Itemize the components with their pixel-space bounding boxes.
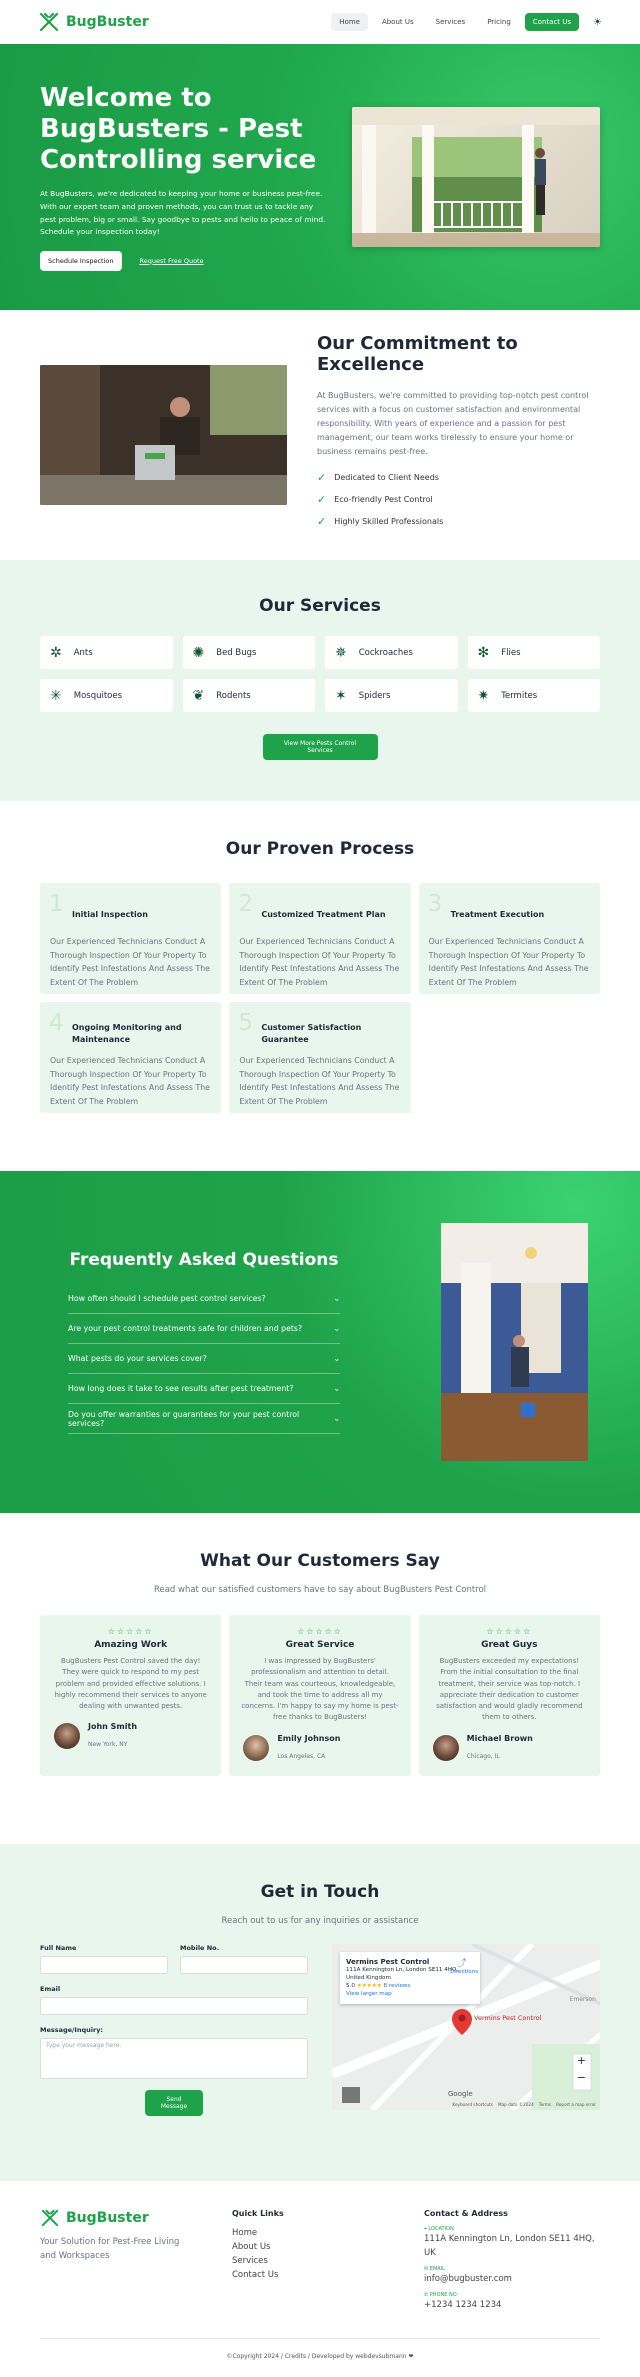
service-label: Flies (501, 647, 521, 658)
testimonial-text: BugBusters Pest Control saved the day! They were quick to respond to my pest problem and provided effective solutions. I highly recommend their services to anyone dealing with unwanted pests. (54, 1657, 207, 1711)
faq-question: How long does it take to see results after pest treatment? (68, 1384, 294, 1393)
avatar (433, 1735, 459, 1761)
service-label: Mosquitoes (73, 690, 123, 701)
process-title: Our Proven Process (225, 839, 415, 859)
full-name-input[interactable] (40, 1956, 168, 1974)
customer-name: Michael Brown (466, 1733, 533, 1743)
zoom-in-icon[interactable]: + (576, 2054, 586, 2067)
step-title: Treatment Execution (450, 910, 545, 919)
theme-toggle-icon[interactable]: ☀ (593, 16, 602, 28)
footer-brand[interactable] (40, 2209, 232, 2227)
commitment-title: Our Commitment to Excellence (317, 333, 518, 375)
top-navbar (0, 0, 640, 44)
faq-item[interactable] (68, 1344, 340, 1374)
faq-section (0, 1171, 640, 1513)
view-more-services-button[interactable]: View More Pests Control Services (263, 734, 378, 760)
quick-links-title: Quick Links (232, 2209, 284, 2218)
faq-question: Do you offer warranties or guarantees for your pest control services? (68, 1409, 300, 1428)
faq-question: How often should I schedule pest control services? (68, 1294, 266, 1303)
mobile-label: Mobile No. (180, 1944, 220, 1952)
map-footer-item[interactable]: Report a map error (556, 2102, 596, 2107)
avatar (54, 1723, 80, 1749)
view-larger-map-link[interactable]: View larger map (346, 1991, 392, 1997)
testimonial-title: Great Service (285, 1640, 355, 1650)
main-menu (331, 13, 602, 31)
fly-icon: ✻ (477, 644, 490, 661)
nav-services[interactable]: Services (435, 18, 466, 26)
copyright: ©Copyright 2024 / Credits / Developed by webdevsubmann ❤ (40, 2338, 600, 2360)
step-title: Initial Inspection (72, 910, 148, 919)
step-title: Ongoing Monitoring and Maintenance (72, 1023, 182, 1044)
location-label: LOCATION (428, 2226, 454, 2232)
process-step-card (40, 883, 221, 994)
service-label: Spiders (358, 690, 391, 701)
step-number: 3 (427, 891, 443, 917)
zoom-out-icon[interactable]: − (576, 2071, 586, 2084)
contact-title: Get in Touch (260, 1882, 380, 1902)
hero-section (0, 44, 640, 310)
email-label: Email (40, 1985, 61, 1993)
mobile-input[interactable] (180, 1956, 308, 1974)
map-footer-item: Map data ©2024 (497, 2102, 534, 2107)
contact-form (40, 1944, 308, 2116)
nav-about[interactable]: About Us (381, 18, 414, 26)
faq-item[interactable] (68, 1404, 340, 1434)
service-label: Rodents (216, 690, 251, 701)
process-step-card (419, 883, 600, 994)
termite-icon: ✷ (477, 687, 490, 704)
step-text: Our Experienced Technicians Conduct A Thorough Inspection Of Your Property To Identify Pest Infestations And Assess The Extent Of The Problem (239, 937, 400, 988)
process-section (0, 801, 640, 1171)
nav-home[interactable]: Home (331, 13, 368, 31)
service-card-mosquitoes[interactable] (40, 679, 173, 712)
testimonial-card (419, 1615, 600, 1776)
faq-image (441, 1223, 588, 1461)
brand-logo[interactable] (38, 12, 149, 32)
map-address: 111A Kennington Ln, London SE11 4HQ, United Kingdom (346, 1967, 459, 1981)
spider-icon: ✶ (335, 687, 347, 704)
service-card-spiders[interactable] (325, 679, 458, 712)
footer-email[interactable]: info@bugbuster.com (424, 2274, 512, 2284)
map-footer-item[interactable]: Terms (538, 2102, 552, 2107)
bug-logo-icon (38, 12, 60, 32)
step-text: Our Experienced Technicians Conduct A Thorough Inspection Of Your Property To Identify Pest Infestations And Assess The Extent Of The Problem (428, 937, 589, 988)
directions-label: Directions (450, 1969, 479, 1975)
hero-text: At BugBusters, we're dedicated to keeping your home or business pest-free. With our expert team and proven methods, you can trust us to tackle any pest problem, big or small. Say goodbye to pests and hello to peace of mind. Schedule your inspection today! (40, 189, 326, 237)
map-footer-item[interactable]: Keyboard shortcuts (452, 2102, 493, 2107)
full-name-label: Full Name (40, 1944, 77, 1952)
check-circle-icon: ✓ (317, 471, 327, 484)
faq-item[interactable] (68, 1374, 340, 1404)
technician-image (40, 365, 287, 505)
contact-us-button[interactable]: Contact Us (525, 13, 579, 31)
hero-image (352, 107, 600, 247)
footer-brand-name: BugBuster (66, 2210, 149, 2226)
commitment-item (317, 493, 600, 506)
hero-title: Welcome to BugBusters - Pest Controlling service (40, 83, 317, 176)
map-directions[interactable] (450, 1959, 479, 1976)
avatar (243, 1735, 269, 1761)
chevron-down-icon: ⌄ (333, 1324, 340, 1333)
rodent-icon: ❦ (192, 687, 205, 704)
service-card-flies[interactable] (468, 636, 601, 669)
phone-icon: ✆ (424, 2292, 429, 2298)
footer-link-contact[interactable]: Contact Us (232, 2270, 279, 2280)
map-pin-label: Vermins Pest Control (474, 2014, 542, 2022)
testimonial-text: I was impressed by BugBusters' professionalism and attention to detail. Their team was courteous, knowledgeable, and took the time to address all my concerns. I'm happy to say my home is pest-free thanks to BugBusters! (241, 1657, 399, 1722)
testimonial-card (229, 1615, 410, 1776)
star-rating-icon: ☆☆☆☆☆ (486, 1627, 533, 1636)
ant-icon: ✲ (50, 644, 62, 661)
step-text: Our Experienced Technicians Conduct A Thorough Inspection Of Your Property To Identify Pest Infestations And Assess The Extent Of The Problem (239, 1056, 400, 1107)
map-info-card (340, 1952, 480, 2004)
customer-name: Emily Johnson (277, 1733, 341, 1743)
service-label: Bed Bugs (216, 647, 257, 658)
step-number: 1 (49, 891, 64, 917)
chevron-down-icon: ⌄ (333, 1354, 340, 1363)
chevron-down-icon: ⌄ (333, 1294, 340, 1303)
email-input[interactable] (40, 1997, 308, 2015)
customer-name: John Smith (88, 1722, 138, 1732)
testimonials-section (0, 1513, 640, 1844)
request-quote-link[interactable]: Request Free Quote (139, 256, 204, 265)
footer-tagline: Your Solution for Pest-Free Living and Workspaces (40, 2237, 180, 2261)
step-title: Customized Treatment Plan (261, 910, 386, 919)
mail-icon: ✉ (424, 2266, 429, 2272)
testimonial-title: Amazing Work (94, 1640, 168, 1650)
brand-name: BugBuster (66, 14, 149, 30)
bed-bug-icon: ✺ (192, 644, 205, 661)
commitment-item-label: Dedicated to Client Needs (334, 473, 439, 482)
services-title: Our Services (259, 596, 381, 616)
footer-location: 111A Kennington Ln, London SE11 4HQ, UK (424, 2234, 595, 2258)
map-footer (452, 2102, 596, 2107)
mosquito-icon: ✳ (50, 687, 62, 704)
cockroach-icon: ✵ (335, 644, 347, 661)
star-rating-icon: ☆☆☆☆☆ (297, 1627, 343, 1636)
service-card-cockroaches[interactable] (325, 636, 458, 669)
faq-question: What pests do your services cover? (68, 1354, 207, 1363)
testimonial-text: BugBusters exceeded my expectations! From the initial consultation to the final treatment, their service was top-notch. I appreciate their dedication to customer satisfaction and would gladly recommend them to others. (436, 1657, 583, 1722)
schedule-inspection-button[interactable]: Schedule Inspection (40, 251, 122, 271)
location-pin-icon: ⌖ (424, 2226, 427, 2232)
step-text: Our Experienced Technicians Conduct A Thorough Inspection Of Your Property To Identify Pest Infestations And Assess The Extent Of The Problem (50, 937, 210, 988)
footer-link-about[interactable]: About Us (232, 2242, 271, 2252)
faq-item[interactable] (68, 1314, 340, 1344)
contact-section (0, 1844, 640, 2180)
send-message-button[interactable]: Send Message (145, 2090, 203, 2116)
email-label: EMAIL (429, 2266, 445, 2272)
step-number: 4 (49, 1010, 64, 1036)
process-step-card (40, 1002, 221, 1113)
commitment-text: At BugBusters, we're committed to providing top-notch pest control services with a focus on customer satisfaction and environmental responsibility. With years of experience and a passion for pest management, our team works tirelessly to ensure your home or business remains pest-free. (317, 391, 589, 456)
map-stars: ★★★★★ (356, 1983, 382, 1989)
contact-address-title: Contact & Address (424, 2209, 508, 2218)
commitment-item (317, 515, 600, 528)
chevron-down-icon: ⌄ (333, 1384, 340, 1393)
testimonials-subtitle: Read what our satisfied customers have to say about BugBusters Pest Control (153, 1585, 487, 1595)
phone-label: PHONE NO. (429, 2292, 459, 2298)
service-label: Termites (501, 690, 538, 701)
customer-location: New York, NY (88, 1741, 128, 1749)
footer-link-home[interactable]: Home (232, 2228, 258, 2238)
map-rating: 5.0 (346, 1983, 355, 1989)
commitment-item (317, 471, 600, 484)
message-label: Message/Inquiry: (40, 2026, 104, 2034)
nav-pricing[interactable]: Pricing (487, 18, 511, 26)
faq-question: Are your pest control treatments safe for children and pets? (68, 1324, 303, 1333)
site-footer (0, 2180, 640, 2358)
commitment-item-label: Highly Skilled Professionals (334, 517, 444, 526)
commitment-item-label: Eco-friendly Pest Control (334, 495, 433, 504)
map-reviews-link[interactable]: 8 reviews (383, 1983, 411, 1989)
location-map[interactable] (332, 1944, 600, 2110)
contact-subtitle: Reach out to us for any inquiries or assistance (221, 1916, 419, 1926)
service-card-rodents[interactable] (183, 679, 316, 712)
check-circle-icon: ✓ (317, 493, 327, 506)
bug-logo-icon (40, 2209, 60, 2227)
commitment-section (0, 310, 640, 560)
customer-location: Los Angeles, CA (277, 1752, 326, 1760)
message-textarea[interactable]: Type your message here. (40, 2038, 308, 2079)
directions-icon: ⤴ (457, 1959, 467, 1969)
map-area-label: Emerson (569, 1996, 596, 2003)
service-label: Cockroaches (358, 647, 413, 658)
service-card-termites[interactable] (468, 679, 601, 712)
faq-item[interactable] (68, 1284, 340, 1314)
faq-title: Frequently Asked Questions (69, 1250, 339, 1270)
service-label: Ants (73, 647, 93, 658)
star-rating-icon: ☆☆☆☆☆ (107, 1627, 154, 1636)
customer-location: Chicago, IL (466, 1752, 500, 1760)
testimonial-card (40, 1615, 221, 1776)
footer-phone[interactable]: +1234 1234 1234 (424, 2300, 502, 2310)
step-title: Customer Satisfaction Guarantee (261, 1023, 362, 1044)
chevron-down-icon: ⌄ (333, 1414, 340, 1423)
step-text: Our Experienced Technicians Conduct A Thorough Inspection Of Your Property To Identify Pest Infestations And Assess The Extent Of The Problem (50, 1056, 210, 1107)
footer-link-services[interactable]: Services (232, 2256, 268, 2266)
process-step-card (229, 1002, 410, 1113)
service-card-ants[interactable] (40, 636, 173, 669)
map-brand: Google (448, 2090, 473, 2098)
testimonial-title: Great Guys (481, 1640, 538, 1650)
map-place-name: Vermins Pest Control (346, 1958, 430, 1966)
check-circle-icon: ✓ (317, 515, 327, 528)
process-step-card (229, 883, 410, 994)
step-number: 5 (238, 1010, 253, 1036)
services-section (0, 560, 640, 801)
service-card-bed-bugs[interactable] (183, 636, 316, 669)
testimonials-title: What Our Customers Say (200, 1551, 440, 1571)
step-number: 2 (238, 891, 253, 917)
